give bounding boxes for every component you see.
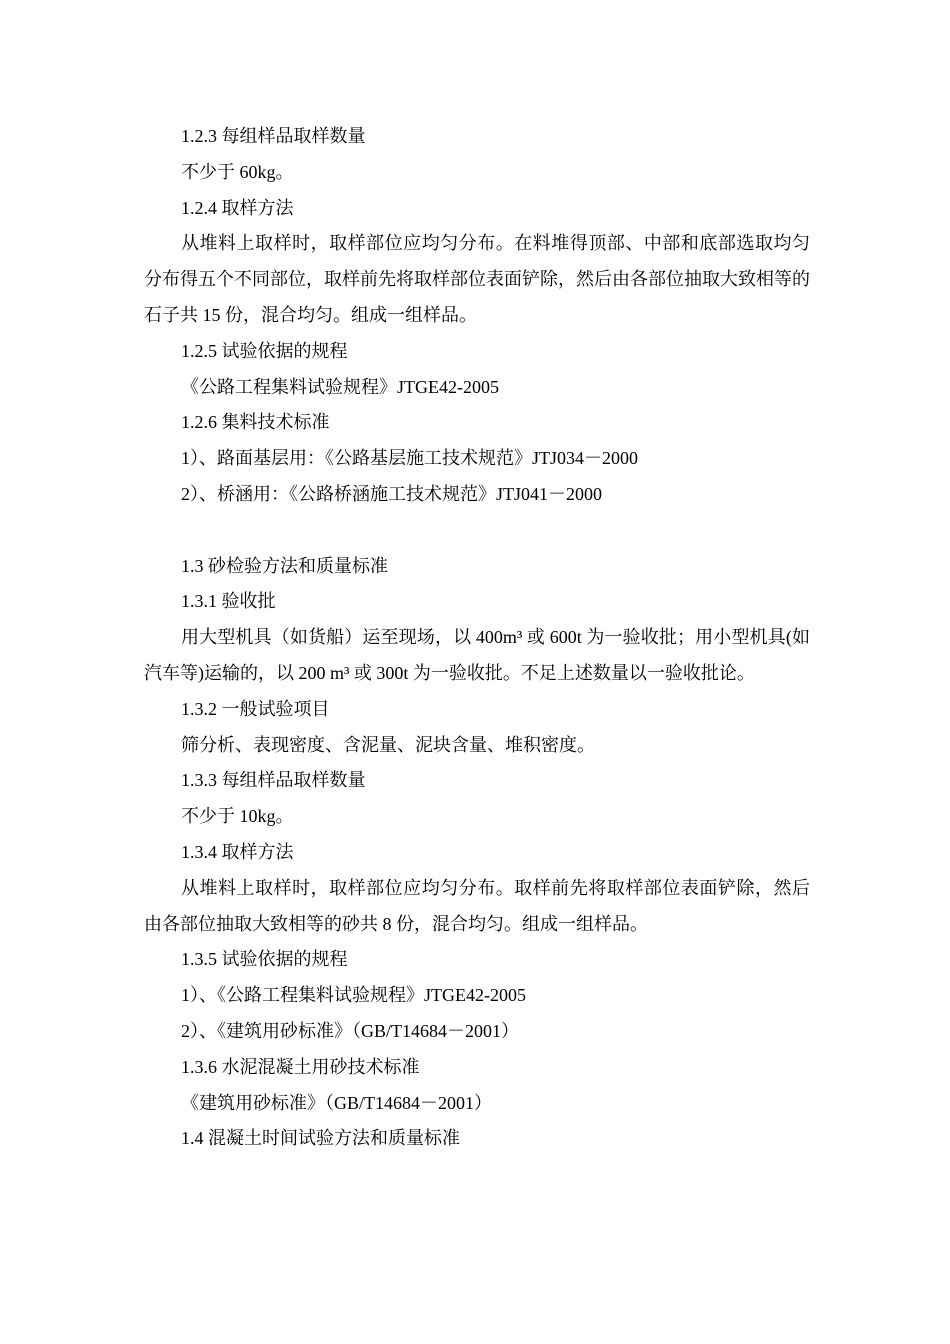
section-1-2-6-item-1: 1）、路面基层用：《公路基层施工技术规范》JTJ034－2000 bbox=[181, 448, 639, 469]
section-1-3-3-text: 不少于 10kg。 bbox=[181, 806, 294, 827]
section-1-3-heading: 1.3 砂检验方法和质量标准 bbox=[181, 555, 388, 576]
section-1-2-4-heading: 1.2.4 取样方法 bbox=[181, 197, 294, 218]
section-1-3-2-heading: 1.3.2 一般试验项目 bbox=[181, 698, 330, 719]
section-1-2-5-heading: 1.2.5 试验依据的规程 bbox=[181, 340, 348, 361]
section-1-3-5-item-1: 1）、《公路工程集料试验规程》JTGE42-2005 bbox=[181, 985, 526, 1006]
section-1-4-heading: 1.4 混凝土时间试验方法和质量标准 bbox=[181, 1128, 460, 1149]
section-1-3-1-heading: 1.3.1 验收批 bbox=[181, 591, 276, 612]
section-1-2-4-text: 从堆料上取样时，取样部位应均匀分布。在料堆得顶部、中部和底部选取均匀分布得五个不同部位，取样前先将取样部位表面铲除，然后由各部位抽取大致相等的石子共 15 份，混合均匀。组成一组样品。 bbox=[144, 233, 810, 325]
section-1-3-1-text: 用大型机具（如货船）运至现场，以 400m³ 或 600t 为一验收批；用小型机具(如汽车等)运输的，以 200 m³ 或 300t 为一验收批。不足上述数量以一验收批论。 bbox=[144, 627, 810, 683]
section-1-3-6-heading: 1.3.6 水泥混凝土用砂技术标准 bbox=[181, 1056, 420, 1077]
blank-line bbox=[144, 513, 810, 549]
section-1-2-3-heading: 1.2.3 每组样品取样数量 bbox=[181, 126, 366, 146]
section-1-2-5-text: 《公路工程集料试验规程》JTGE42-2005 bbox=[181, 376, 499, 397]
section-1-3-4-text: 从堆料上取样时，取样部位应均匀分布。取样前先将取样部位表面铲除，然后由各部位抽取大致相等的砂共 8 份，混合均匀。组成一组样品。 bbox=[144, 877, 810, 934]
section-1-2-3-text: 不少于 60kg。 bbox=[181, 161, 294, 182]
document-body bbox=[144, 119, 810, 1157]
section-1-3-6-text: 《建筑用砂标准》（GB/T14684－2001） bbox=[181, 1092, 492, 1113]
section-1-3-5-heading: 1.3.5 试验依据的规程 bbox=[181, 949, 348, 970]
section-1-2-6-item-2: 2）、桥涵用：《公路桥涵施工技术规范》JTJ041－2000 bbox=[181, 483, 603, 504]
section-1-3-4-heading: 1.3.4 取样方法 bbox=[181, 841, 294, 862]
section-1-3-5-item-2: 2）、《建筑用砂标准》（GB/T14684－2001） bbox=[181, 1020, 519, 1041]
section-1-3-2-text: 筛分析、表现密度、含泥量、泥块含量、堆积密度。 bbox=[181, 734, 595, 755]
section-1-2-6-heading: 1.2.6 集料技术标准 bbox=[181, 412, 330, 433]
section-1-3-3-heading: 1.3.3 每组样品取样数量 bbox=[181, 770, 366, 791]
